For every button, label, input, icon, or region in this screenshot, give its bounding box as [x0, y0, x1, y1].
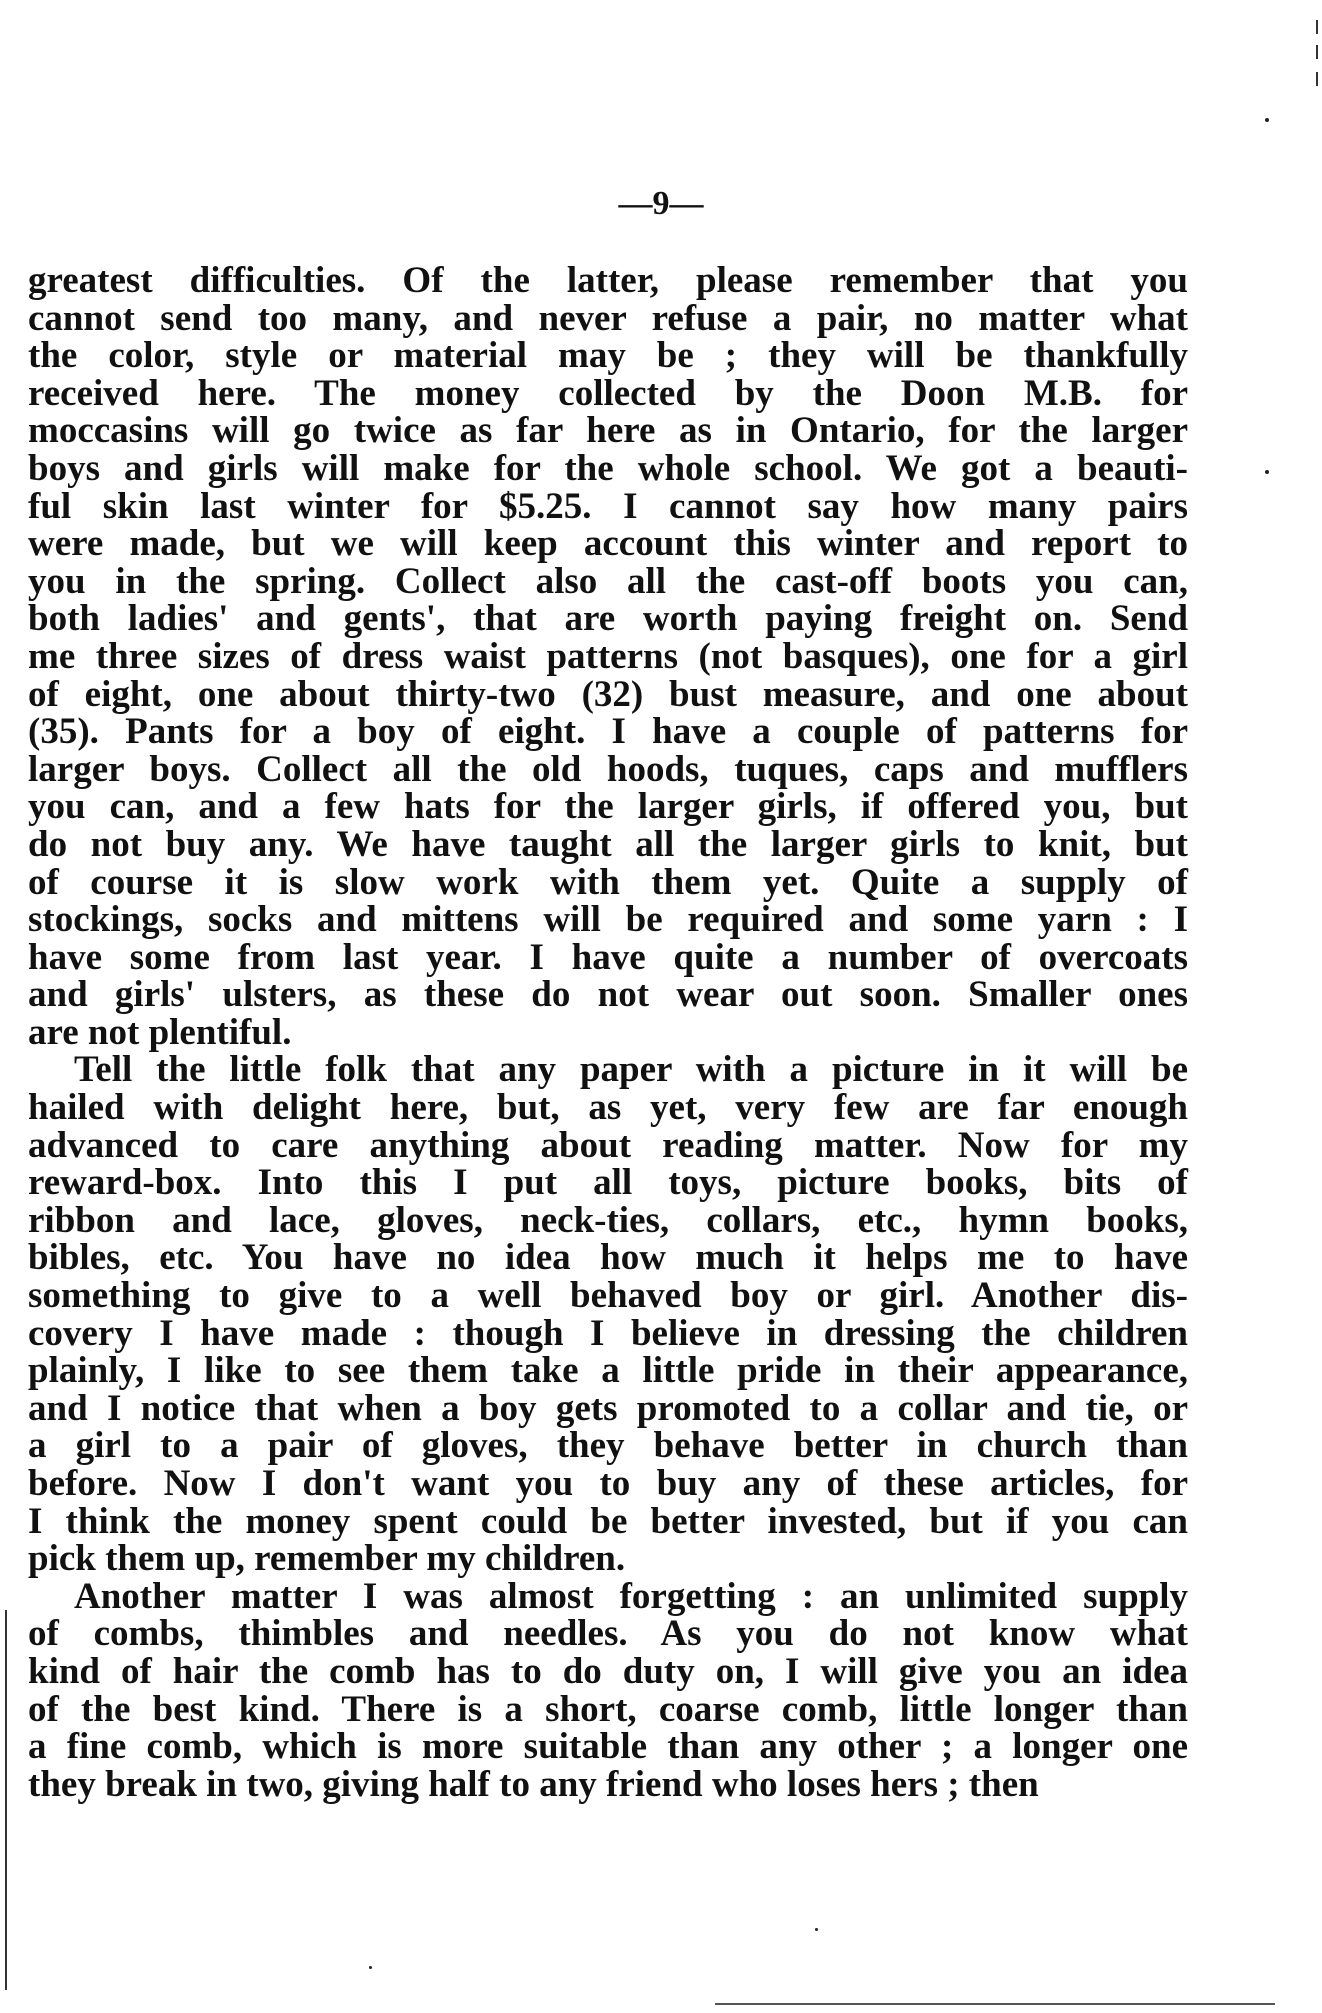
- text-line: Another matter I was almost forgetting : an unlimited supply: [74, 1575, 1188, 1617]
- text-line: Tell the little folk that any paper with a picture in it will be: [74, 1049, 1188, 1091]
- paragraph: [28, 1575, 1188, 1805]
- text-line: a girl to a pair of gloves, they behave better in church than: [28, 1425, 1188, 1467]
- text-line: both ladies' and gents', that are worth paying freight on. Send: [28, 598, 1188, 640]
- text-line: bibles, etc. You have no idea how much it helps me to have: [28, 1237, 1188, 1279]
- text-line: I think the money spent could be better invested, but if you can: [28, 1500, 1188, 1542]
- text-line: and girls' ulsters, as these do not wear out soon. Smaller ones: [28, 974, 1188, 1016]
- text-line: you can, and a few hats for the larger girls, if offered you, but: [28, 786, 1188, 828]
- scan-edge-mark: [1316, 45, 1318, 59]
- text-line: do not buy any. We have taught all the larger girls to knit, but: [28, 823, 1188, 865]
- text-line: cannot send too many, and never refuse a pair, no matter what: [28, 297, 1188, 339]
- scan-edge-mark: [1316, 20, 1318, 34]
- text-line: you in the spring. Collect also all the cast-off boots you can,: [28, 560, 1188, 602]
- text-line: they break in two, giving half to any friend who loses hers ; then: [28, 1763, 1039, 1805]
- page-number: —9—: [618, 185, 704, 222]
- text-line: (35). Pants for a boy of eight. I have a couple of patterns for: [28, 711, 1188, 753]
- text-line: of the best kind. There is a short, coarse comb, little longer than: [28, 1688, 1188, 1730]
- text-line: something to give to a well behaved boy or girl. Another dis-: [28, 1275, 1188, 1317]
- scan-speck: [1265, 470, 1269, 474]
- text-line: stockings, socks and mittens will be required and some yarn : I: [28, 899, 1188, 941]
- paragraph: [28, 1049, 1188, 1580]
- scan-edge-mark: [1316, 72, 1318, 86]
- text-line: moccasins will go twice as far here as in Ontario, for the larger: [28, 410, 1188, 452]
- paragraph: [28, 262, 1188, 1051]
- text-line: ful skin last winter for $5.25. I cannot say how many pairs: [28, 485, 1188, 527]
- text-line: hailed with delight here, but, as yet, very few are far enough: [28, 1087, 1188, 1129]
- text-line: a fine comb, which is more suitable than any other ; a longer one: [28, 1726, 1188, 1768]
- text-line: before. Now I don't want you to buy any of these articles, for: [28, 1463, 1188, 1504]
- text-line: of course it is slow work with them yet. Quite a supply of: [28, 861, 1188, 903]
- text-line: pick them up, remember my children.: [28, 1538, 626, 1580]
- text-line: of combs, thimbles and needles. As you do not know what: [28, 1613, 1188, 1655]
- text-line: kind of hair the comb has to do duty on, I will give you an idea: [28, 1650, 1188, 1692]
- scan-edge-mark: [5, 1610, 7, 1990]
- text-line: me three sizes of dress waist patterns (not basques), one for a girl: [28, 635, 1188, 677]
- text-line: greatest difficulties. Of the latter, please remember that you: [28, 260, 1188, 301]
- body-text: [28, 262, 1188, 1803]
- text-line: covery I have made : though I believe in dressing the children: [28, 1312, 1188, 1354]
- text-line: of eight, one about thirty-two (32) bust measure, and one about: [28, 673, 1188, 715]
- text-line: were made, but we will keep account this winter and report to: [28, 523, 1188, 565]
- text-line: advanced to care anything about reading matter. Now for my: [28, 1124, 1188, 1166]
- text-line: the color, style or material may be ; they will be thankfully: [28, 335, 1188, 377]
- text-line: boys and girls will make for the whole school. We got a beauti-: [28, 447, 1188, 489]
- scan-speck: [1265, 118, 1269, 122]
- text-line: plainly, I like to see them take a little pride in their appearance,: [28, 1350, 1188, 1392]
- text-line: reward-box. Into this I put all toys, picture books, bits of: [28, 1162, 1188, 1204]
- text-line: ribbon and lace, gloves, neck-ties, collars, etc., hymn books,: [28, 1199, 1188, 1241]
- text-line: are not plentiful.: [28, 1011, 292, 1053]
- text-line: and I notice that when a boy gets promoted to a collar and tie, or: [28, 1387, 1188, 1429]
- text-line: larger boys. Collect all the old hoods, tuques, caps and mufflers: [28, 748, 1188, 790]
- scan-bottom-edge: [715, 2003, 1275, 2005]
- scan-speck: [815, 1928, 818, 1931]
- text-line: have some from last year. I have quite a number of overcoats: [28, 936, 1188, 978]
- scan-speck: [369, 1966, 372, 1969]
- text-line: received here. The money collected by the Doon M.B. for: [28, 372, 1188, 414]
